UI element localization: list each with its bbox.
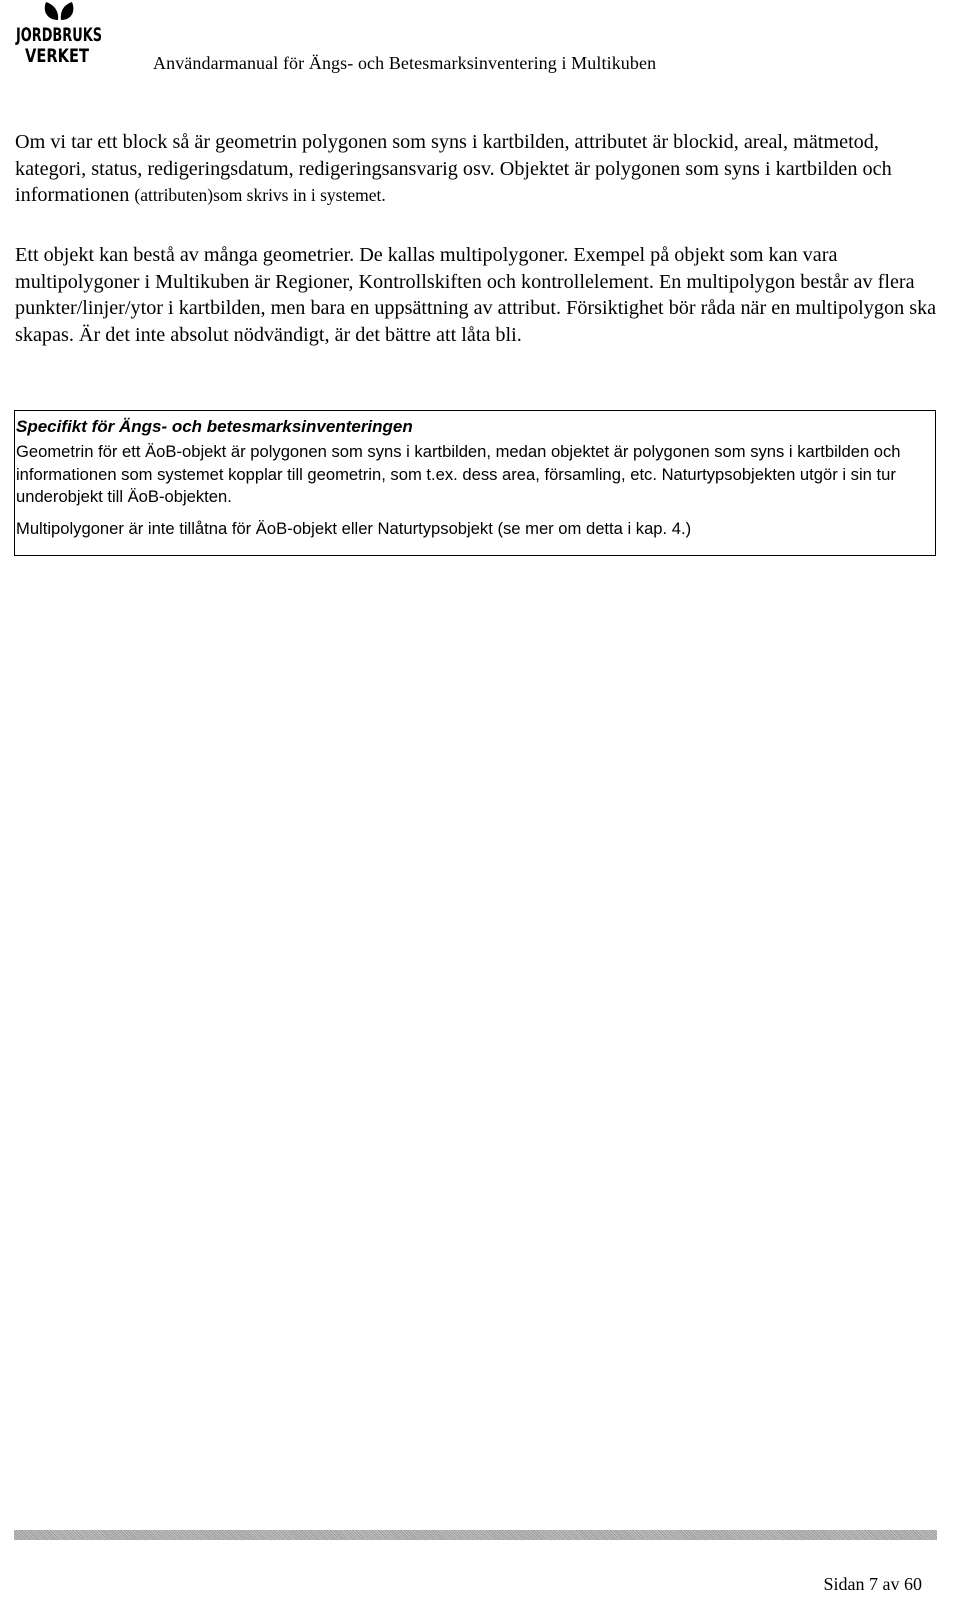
logo-text-line1: JORDBRUKS: [14, 24, 102, 46]
page-number: Sidan 7 av 60: [823, 1574, 922, 1594]
logo-text-line2: VERKET: [25, 45, 90, 67]
logo-leaf-right: [61, 2, 74, 20]
paragraph-text: Om vi tar ett block så är geometrin polygonen som syns i kartbilden, attributet är blockid, areal, mätmetod, kategori, status, redigeringsdatum, redigeringsansvarig osv. Objektet är polygonen som syns i kartbilden och informationen: [15, 131, 892, 207]
logo-graphic: [14, 0, 106, 70]
document-header-title: Användarmanual för Ängs- och Betesmarksinventering i Multikuben: [153, 53, 657, 73]
body-paragraph-multipolygon: Ett objekt kan bestå av många geometrier. De kallas multipolygoner. Exempel på objekt som kan vara multipolygoner i Multikuben är Regioner, Kontrollskiften och kontrollelement. En multipolygon består av flera punkter/linjer/ytor i kartbilden, men bara en uppsättning av attribut. Försiktighet bör råda när en multipolygon ska skapas. Är det inte absolut nödvändigt, är det bättre att låta bli.: [15, 244, 937, 346]
jordbruksverket-logo: [14, 0, 106, 70]
footer-divider: [14, 1530, 937, 1540]
body-paragraph-geometry: [15, 129, 940, 209]
box-paragraph-multipolygon: Multipolygoner är inte tillåtna för ÄoB-objekt eller Naturtypsobjekt (se mer om detta i kap. 4.): [16, 519, 692, 538]
specific-info-box: [14, 410, 936, 556]
box-paragraph-geometry: Geometrin för ett ÄoB-objekt är polygonen som syns i kartbilden, medan objektet är polygonen som syns i kartbilden och informationen som systemet kopplar till geometrin, som t.ex. dess area, församling, etc. Naturtypsobjekten utgör i sin tur underobjekt till ÄoB-objekten.: [16, 442, 901, 506]
logo-leaf-left: [45, 2, 58, 20]
box-heading: Specifikt för Ängs- och betesmarksinventeringen: [16, 417, 413, 436]
paragraph-text-small: (attributen)som skrivs in i systemet.: [134, 185, 386, 206]
